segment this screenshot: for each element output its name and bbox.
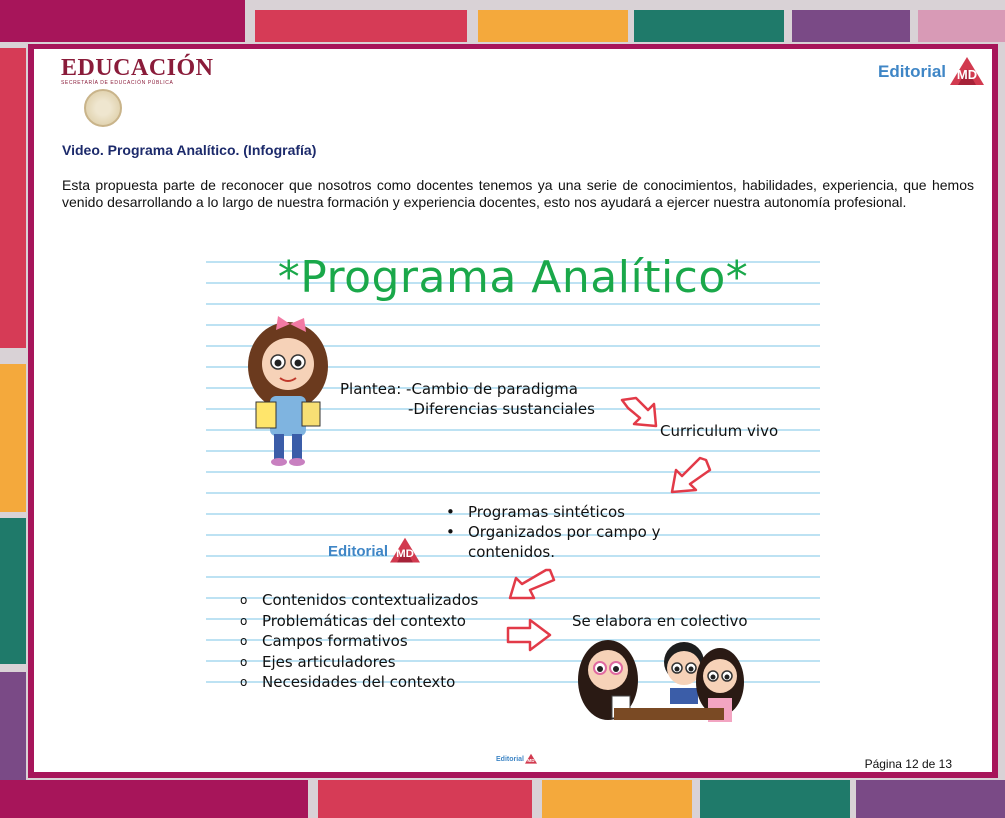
arrow-icon (506, 566, 556, 604)
plantea-line2: -Diferencias sustanciales (408, 400, 595, 418)
svg-text:MD: MD (527, 758, 535, 764)
list-item: • Programas sintéticos (446, 503, 625, 521)
list-item: o Ejes articuladores (240, 652, 396, 671)
bullet-list (446, 502, 660, 562)
body-paragraph: Esta propuesta parte de reconocer que nosotros como docentes tenemos ya una serie de conocimientos, habilidades, experiencia, que hemos venido desarrollando a lo largo de nuestra formación y experiencia docentes, esto nos ayudará a ejercer nuestra autonomía profesional. (62, 177, 974, 210)
edu-logo-subtitle: SECRETARÍA DE EDUCACIÓN PÚBLICA (61, 80, 174, 86)
edu-logo-word: EDUCACIÓN (61, 55, 214, 81)
se-elabora-en-colectivo: Se elabora en colectivo (572, 612, 748, 630)
md-logo-icon (524, 753, 538, 765)
curriculum-vivo: Curriculum vivo (660, 422, 779, 440)
editorial-logo-word: Editorial (877, 62, 946, 81)
section-title: Video. Programa Analítico. (Infografía) (62, 142, 317, 158)
list-item: o Necesidades del contexto (240, 673, 456, 691)
plantea-line1: Plantea: -Cambio de paradigma (340, 380, 578, 398)
list-item: o Contenidos contextualizados (240, 591, 479, 609)
footer-editorial-logo: Editorial MD (496, 753, 538, 765)
list-item: o Problemáticas del contexto (240, 611, 466, 630)
svg-text:MD: MD (956, 67, 978, 82)
objectives-list (240, 590, 478, 693)
list-item: o Campos formativos (240, 632, 408, 650)
page-number: Página 12 de 13 (864, 757, 952, 771)
md-logo-icon (948, 55, 986, 89)
editorial-md-logo (878, 55, 986, 89)
sep-logo (61, 55, 214, 86)
svg-text:MD: MD (396, 548, 414, 561)
infographic-title: *Programa Analítico* (277, 252, 749, 303)
infographic (206, 242, 820, 691)
teacher-girl-illustration (240, 316, 336, 466)
infographic-watermark: Editorial MD (328, 536, 422, 566)
arrow-icon (668, 456, 712, 496)
list-item: contenidos. (468, 543, 555, 561)
list-item: • Organizados por campo y (446, 523, 661, 541)
md-logo-icon (388, 536, 422, 566)
document-page (34, 49, 992, 772)
arrow-icon (618, 394, 662, 430)
group-illustration (574, 636, 754, 732)
sep-seal-icon (84, 89, 122, 127)
arrow-icon (506, 618, 552, 652)
